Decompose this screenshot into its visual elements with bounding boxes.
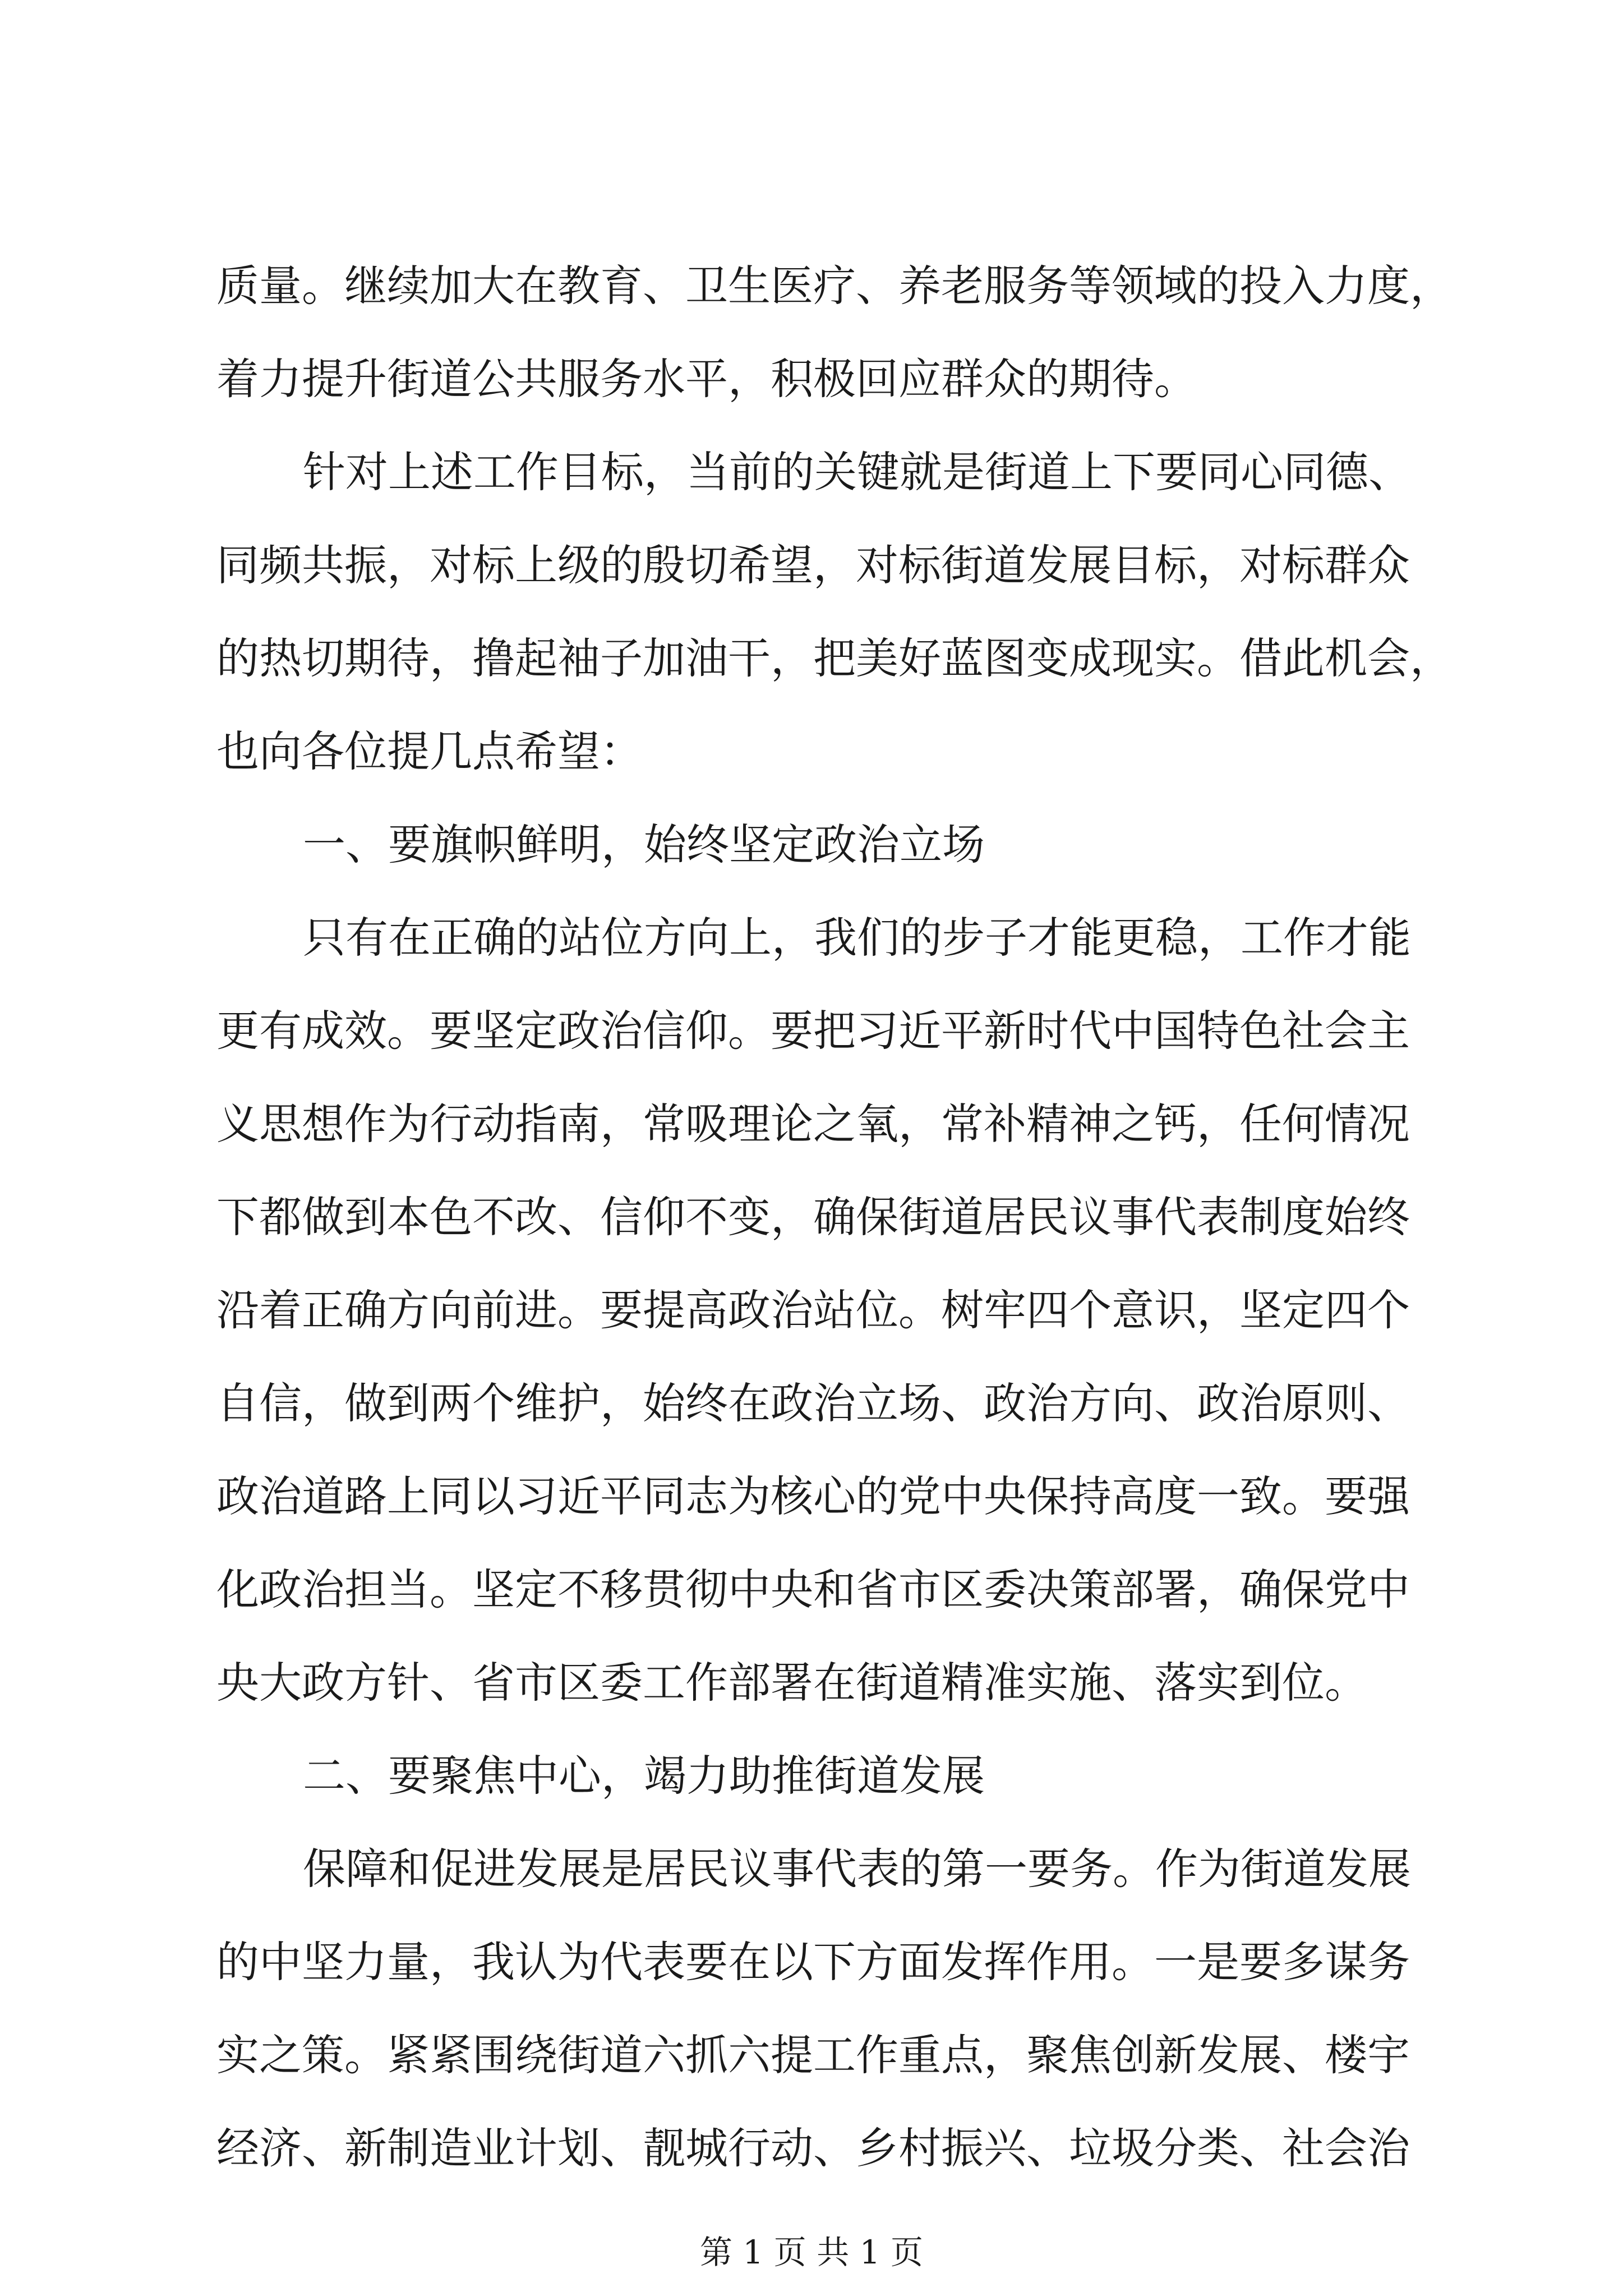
body-text-line: 义思想作为行动指南，常吸理论之氧，常补精神之钙，任何情况	[216, 1099, 1410, 1149]
body-text-line: 保障和促进发展是居民议事代表的第一要务。作为街道发展	[303, 1844, 1411, 1894]
body-text-line: 化政治担当。坚定不移贯彻中央和省市区委决策部署，确保党中	[216, 1565, 1410, 1614]
body-text-line: 质量。继续加大在教育、卫生医疗、养老服务等领域的投入力度，	[216, 261, 1453, 311]
section-heading: 二、要聚焦中心，竭力助推街道发展	[303, 1751, 985, 1801]
body-text-line: 实之策。紧紧围绕街道六抓六提工作重点，聚焦创新发展、楼宇	[216, 2030, 1410, 2080]
body-text-line: 的中坚力量，我认为代表要在以下方面发挥作用。一是要多谋务	[216, 1937, 1410, 1987]
body-text-line: 央大政方针、省市区委工作部署在街道精准实施、落实到位。	[216, 1658, 1367, 1708]
body-text-line: 针对上述工作目标，当前的关键就是街道上下要同心同德、	[303, 447, 1411, 497]
body-text-line: 着力提升街道公共服务水平，积极回应群众的期待。	[216, 354, 1197, 404]
body-text-line: 下都做到本色不改、信仰不变，确保街道居民议事代表制度始终	[216, 1192, 1410, 1242]
body-text-line: 政治道路上同以习近平同志为核心的党中央保持高度一致。要强	[216, 1471, 1410, 1521]
body-text-line: 也向各位提几点希望：	[216, 726, 643, 776]
page-footer: 第 1 页 共 1 页	[700, 2233, 923, 2271]
body-text-line: 经济、新制造业计划、靓城行动、乡村振兴、垃圾分类、社会治	[216, 2123, 1410, 2173]
body-text-line: 同频共振，对标上级的殷切希望，对标街道发展目标，对标群众	[216, 540, 1410, 590]
body-text-line: 自信，做到两个维护，始终在政治立场、政治方向、政治原则、	[216, 1378, 1410, 1428]
section-heading: 一、要旗帜鲜明，始终坚定政治立场	[303, 820, 985, 869]
body-text-line: 只有在正确的站位方向上，我们的步子才能更稳，工作才能	[303, 913, 1411, 963]
body-text-line: 更有成效。要坚定政治信仰。要把习近平新时代中国特色社会主	[216, 1006, 1410, 1056]
body-text-line: 的热切期待，撸起袖子加油干，把美好蓝图变成现实。借此机会，	[216, 633, 1453, 683]
body-text-line: 沿着正确方向前进。要提高政治站位。树牢四个意识，坚定四个	[216, 1285, 1410, 1335]
